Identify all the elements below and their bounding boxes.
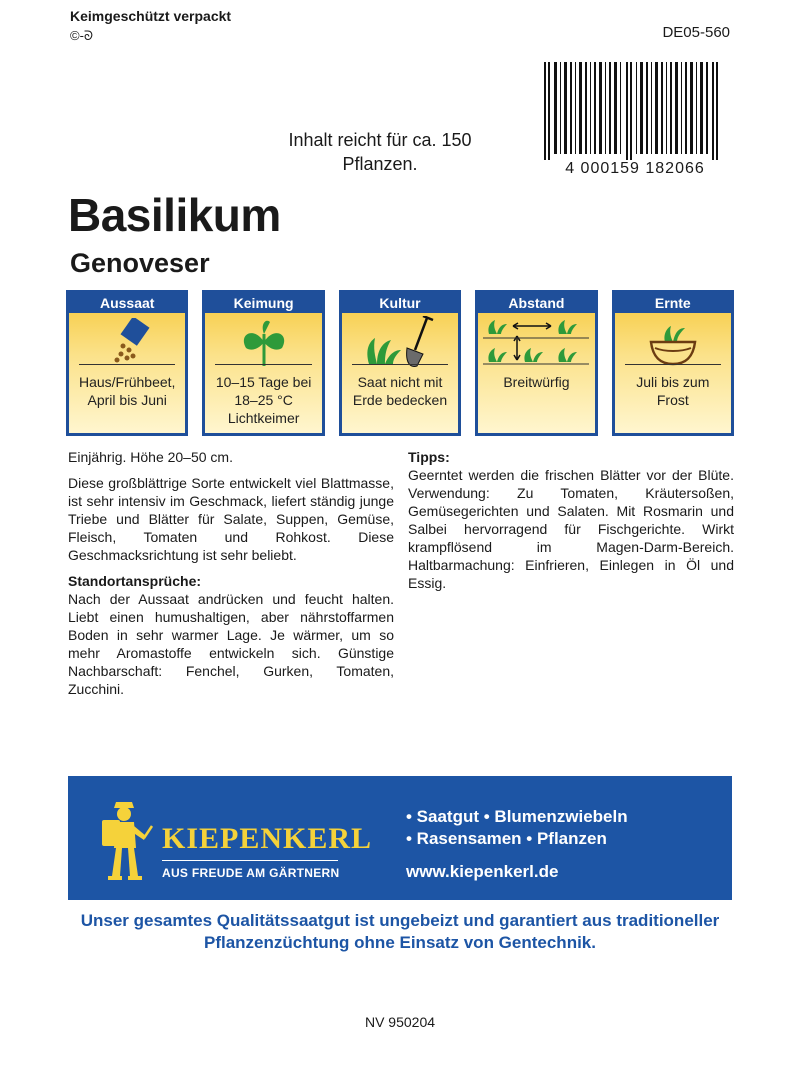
brand-divider (162, 860, 338, 861)
info-box-kultur (339, 290, 461, 436)
product-list-line: • Rasensamen • Pflanzen (406, 829, 607, 848)
article-number: DE05-560 (662, 24, 730, 41)
product-list-line: • Saatgut • Blumenzwiebeln (406, 807, 628, 826)
info-box-abstand (475, 290, 597, 436)
info-box-heading: Abstand (478, 293, 594, 313)
barcode-number: 4 000159 182066 (540, 160, 730, 178)
product-variety: Genoveser (70, 248, 210, 278)
website-link[interactable]: www.kiepenkerl.de (406, 862, 559, 881)
info-box-text: 10–15 Tage bei 18–25 °C Lichtkeimer (215, 374, 312, 426)
copyright-mark: ©-ᘐ (70, 28, 94, 43)
product-title: Basilikum (68, 189, 281, 241)
description-column (68, 448, 394, 698)
seedling-icon (205, 313, 321, 373)
info-box-heading: Kultur (342, 293, 458, 313)
brand-logo-text: KIEPENKERL (162, 822, 373, 855)
footer-code: NV 950204 (364, 1014, 436, 1030)
info-box-text: Breitwürfig (503, 374, 570, 390)
cultivation-info-boxes (66, 290, 734, 436)
info-box-keimung (202, 290, 324, 436)
tips-heading: Tipps: (408, 449, 450, 465)
info-box-heading: Aussaat (69, 293, 185, 313)
height-info: Einjährig. Höhe 20–50 cm. (68, 449, 233, 465)
product-list (406, 806, 628, 850)
variety-description: Diese großblättrige Sorte entwickelt viel Blattmasse, ist sehr intensiv im Geschmack, liefert ständig junge Triebe und Blätter für Salate, Suppen, Gemüse, Fleisch, Tomaten und Rohkost. Diese Geschmacksrichtung ist sehr beliebt. (68, 475, 394, 563)
quality-statement: Unser gesamtes Qualitätssaatgut ist ungebeizt und garantiert aus traditioneller Pflanzenzüchtung ohne Einsatz von Gentechnik. (80, 911, 720, 952)
tips-text: Geerntet werden die frischen Blätter vor der Blüte. Verwendung: Zu Tomaten, Kräutersoßen, Gemüsegerichten und Salaten. Mit Rosmarin und Salbei hervorragend für Fischgerichte. Wirkt krampflösend im Magen-Darm-Bereich. Haltbarmachung: Einfrieren, Einlegen in Öl und Essig. (408, 467, 734, 591)
packed-label: Keimgeschützt verpackt (70, 8, 232, 24)
info-box-ernte (612, 290, 734, 436)
seed-packet-icon (69, 313, 185, 373)
harvest-bowl-icon (615, 313, 731, 373)
packaging-note (70, 8, 231, 44)
info-box-text: Haus/Frühbeet, April bis Juni (78, 374, 176, 408)
info-box-aussaat (66, 290, 188, 436)
kiepenkerl-figure-icon (92, 796, 156, 887)
spacing-icon (478, 313, 594, 373)
info-box-heading: Keimung (205, 293, 321, 313)
barcode-bars (540, 62, 730, 162)
info-box-heading: Ernte (615, 293, 731, 313)
location-heading: Standortansprüche: (68, 573, 202, 589)
info-box-text: Juli bis zum Frost (636, 374, 710, 408)
info-box-text: Saat nicht mit Erde bedecken (352, 374, 448, 408)
tips-column (408, 448, 734, 592)
plant-shovel-icon (342, 313, 458, 373)
content-note: Inhalt reicht für ca. 150 Pflanzen. (288, 130, 472, 174)
brand-banner (68, 776, 732, 900)
brand-tagline: AUS FREUDE AM GÄRTNERN (162, 866, 340, 880)
location-text: Nach der Aussaat andrücken und feucht halten. Liebt einen humushaltigen, aber nährstoffarmen Boden in sehr warmer Lage. Je wärmer, um so mehr Aromastoffe entwickeln sich. Günstige Nachbarschaft: Fenchel, Gurken, Tomaten, Zucchini. (68, 591, 394, 697)
